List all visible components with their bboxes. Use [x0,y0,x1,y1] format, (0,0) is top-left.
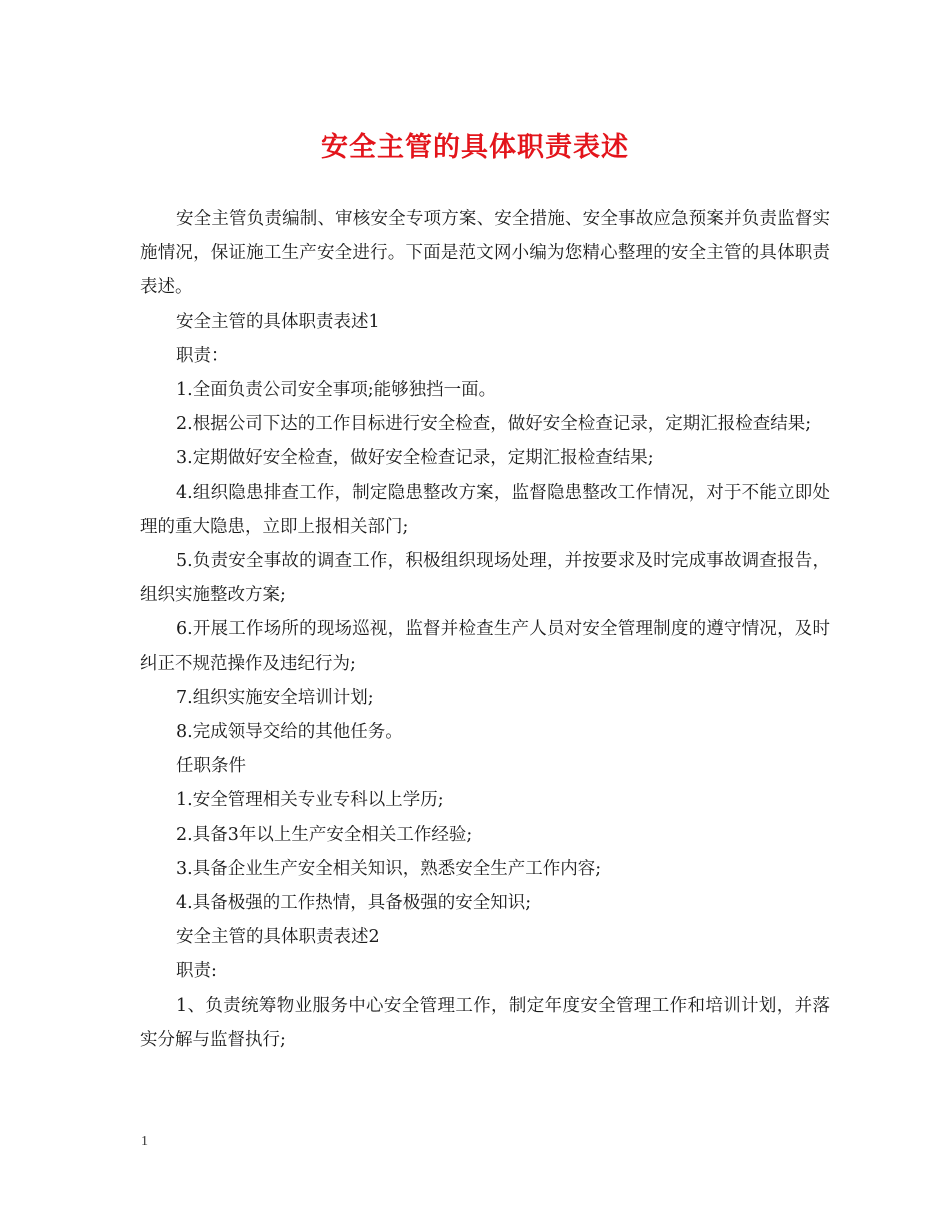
section-heading-1: 安全主管的具体职责表述1 [176,311,380,332]
duty-item: 4.组织隐患排查工作，制定隐患整改方案，监督隐患整改工作情况，对于不能立即处理的重大隐患，立即上报相关部门; [140,482,830,537]
intro-paragraph: 安全主管负责编制、审核安全专项方案、安全措施、安全事故应急预案并负责监督实施情况，保证施工生产安全进行。下面是范文网小编为您精心整理的安全主管的具体职责表述。 [140,209,830,298]
requirement-item: 1.安全管理相关专业专科以上学历; [176,790,444,811]
section-heading-2: 安全主管的具体职责表述2 [176,927,380,948]
document-body [140,202,830,1057]
duty-item: 8.完成领导交给的其他任务。 [176,722,403,743]
duties-label: 职责： [176,345,229,366]
duty-item: 1.全面负责公司安全事项;能够独挡一面。 [176,380,497,401]
requirement-item: 3.具备企业生产安全相关知识，熟悉安全生产工作内容; [176,858,602,879]
duty-item: 5.负责安全事故的调查工作，积极组织现场处理，并按要求及时完成事故调查报告，组织实施整改方案; [140,551,830,606]
duty-item: 7.组织实施安全培训计划; [176,687,374,708]
requirement-item: 2.具备3年以上生产安全相关工作经验; [176,824,473,845]
duties-label: 职责: [176,961,217,982]
duty-item: 1、负责统筹物业服务中心安全管理工作，制定年度安全管理工作和培训计划，并落实分解与监督执行; [140,995,830,1050]
requirement-item: 4.具备极强的工作热情，具备极强的安全知识; [176,893,532,914]
document-title: 安全主管的具体职责表述 [321,132,629,163]
page-number: 1 [141,1134,148,1149]
duty-item: 3.定期做好安全检查，做好安全检查记录，定期汇报检查结果; [176,448,654,469]
requirements-label: 任职条件 [176,756,246,777]
duty-item: 6.开展工作场所的现场巡视，监督并检查生产人员对安全管理制度的遵守情况，及时纠正不规范操作及违纪行为; [140,619,830,674]
duty-item: 2.根据公司下达的工作目标进行安全检查，做好安全检查记录，定期汇报检查结果; [176,414,812,435]
